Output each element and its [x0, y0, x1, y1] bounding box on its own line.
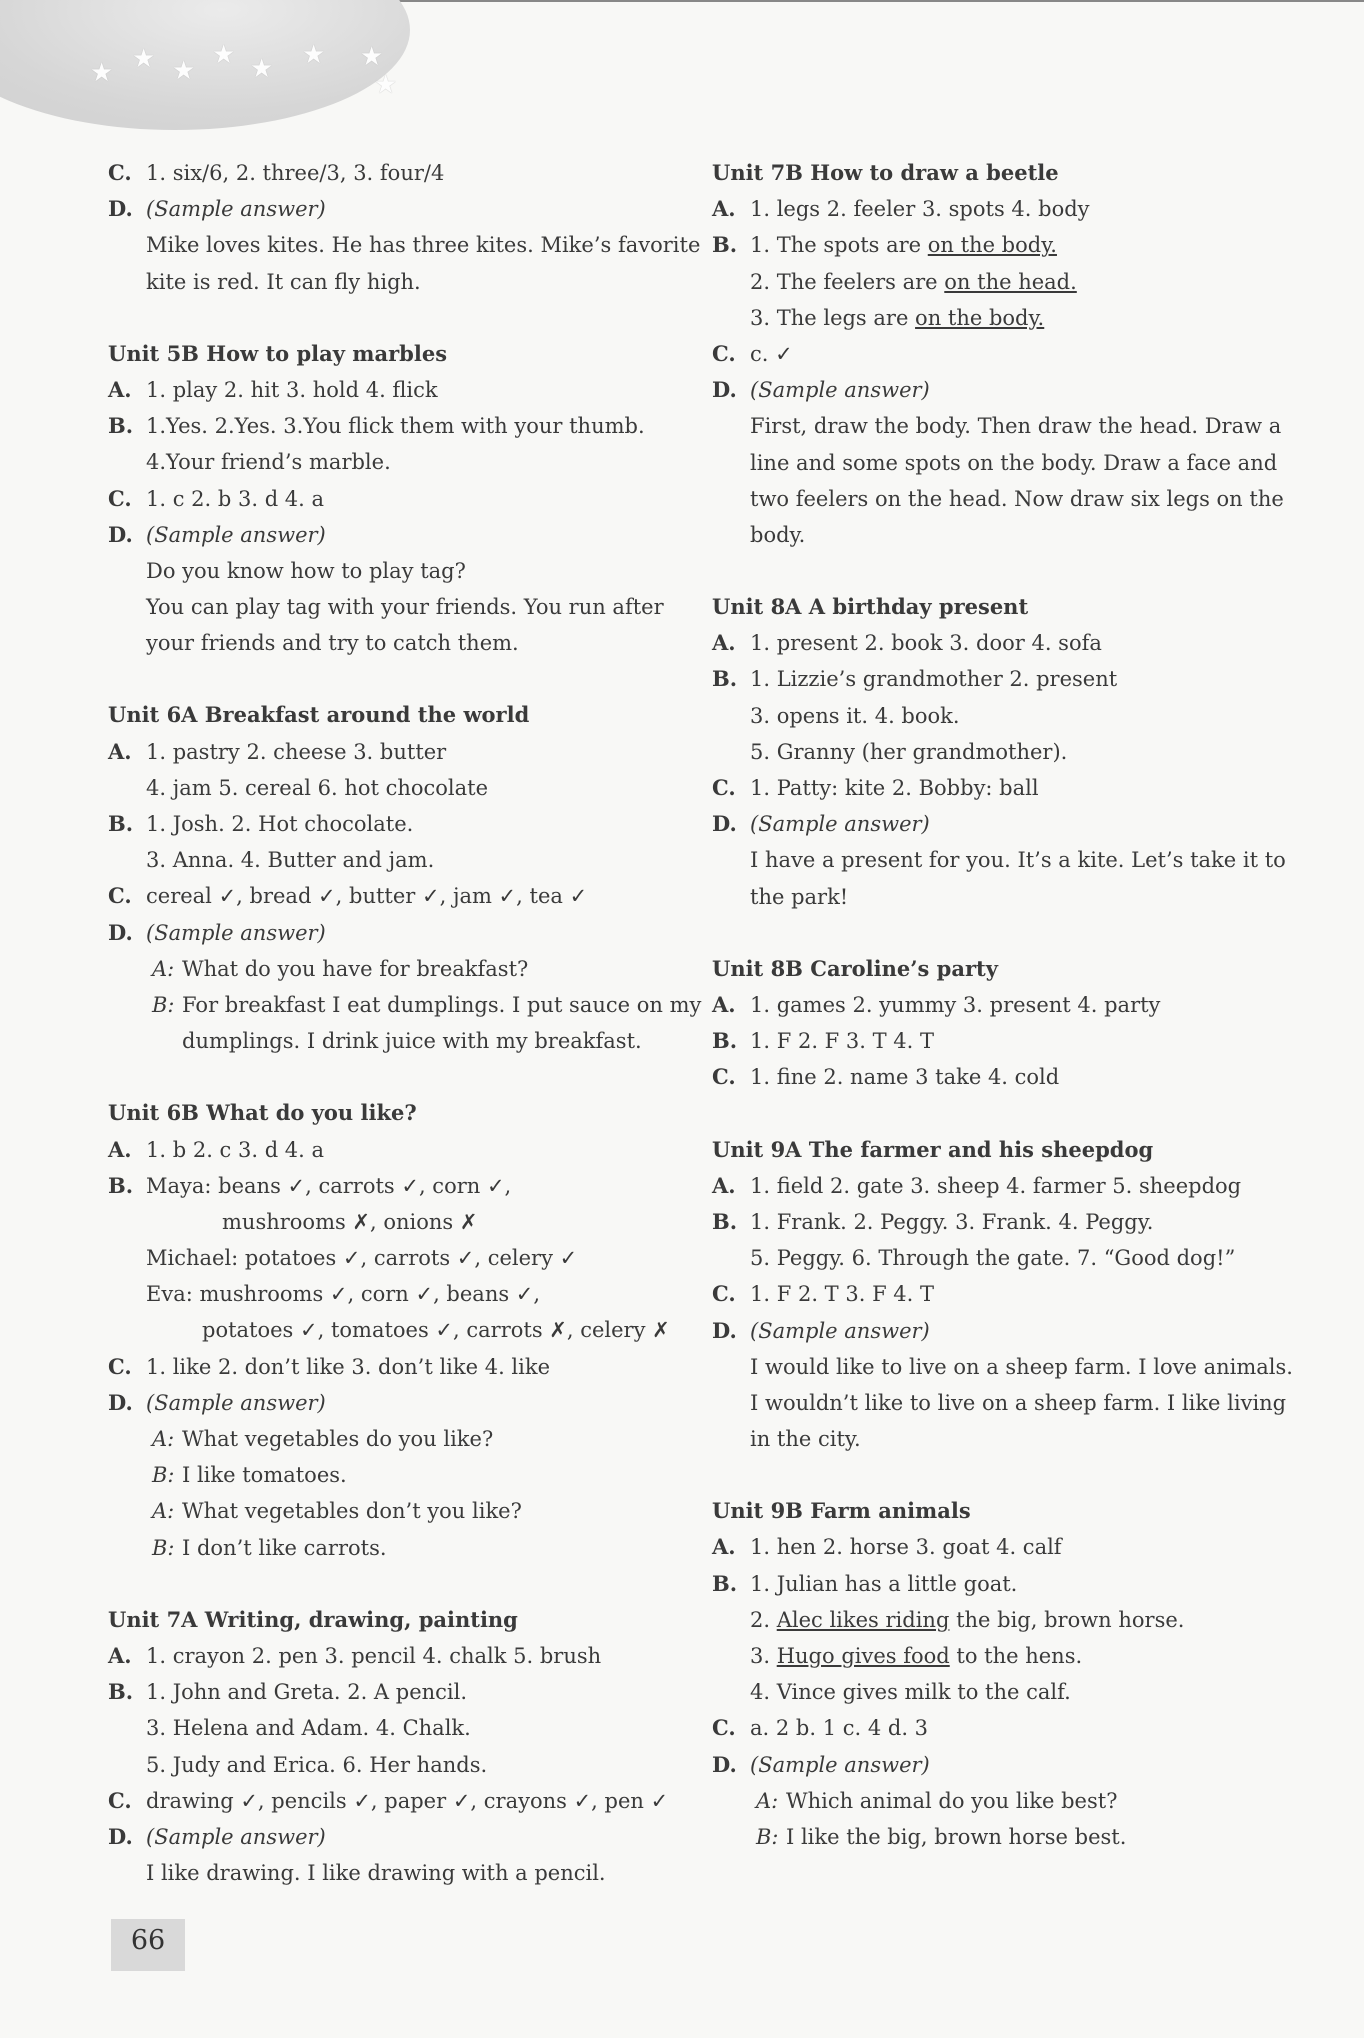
answer-row: D. (Sample answer)	[712, 1751, 930, 1777]
answer-line: your friends and try to catch them.	[146, 631, 519, 656]
dialog-line: A: Which animal do you like best?	[756, 1788, 1118, 1813]
unit-title: Unit 6B What do you like?	[108, 1100, 417, 1126]
answer-row: B. 1. Julian has a little goat.	[712, 1570, 1018, 1596]
answer-row: C. 1. like 2. don’t like 3. don’t like 4. like	[108, 1353, 551, 1379]
star-icon: ★	[360, 42, 384, 72]
answer-row: B. 1. Lizzie’s grandmother 2. present	[712, 666, 1118, 692]
answer-line: I like drawing. I like drawing with a pencil.	[146, 1861, 606, 1886]
answer-row: D. (Sample answer)	[712, 377, 930, 403]
answer-row: C. 1. Patty: kite 2. Bobby: ball	[712, 775, 1039, 801]
answer-row: D. (Sample answer)	[108, 1823, 326, 1849]
answer-line: two feelers on the head. Now draw six legs on the	[750, 486, 1284, 511]
star-icon: ★	[172, 56, 196, 86]
answer-row: B. 1. The spots are on the body.	[712, 232, 1057, 258]
answer-row: B. Maya: beans ✓, carrots ✓, corn ✓,	[108, 1172, 512, 1198]
answer-line: 5. Granny (her grandmother).	[750, 739, 1068, 764]
answer-line: 3. Hugo gives food to the hens.	[750, 1644, 1083, 1669]
answer-row: C. 1. fine 2. name 3 take 4. cold	[712, 1064, 1060, 1090]
answer-line: line and some spots on the body. Draw a face and	[750, 450, 1278, 475]
answer-line: 2. The feelers are on the head.	[750, 269, 1077, 294]
answer-line: Do you know how to play tag?	[146, 558, 466, 583]
star-icon: ★	[132, 44, 156, 74]
unit-title: Unit 9A The farmer and his sheepdog	[712, 1136, 1154, 1162]
star-icon: ★	[90, 58, 114, 88]
dialog-line: A: What vegetables don’t you like?	[152, 1499, 522, 1524]
answer-row: A. 1. hen 2. horse 3. goat 4. calf	[712, 1534, 1062, 1560]
answer-row: C. c. ✓	[712, 340, 793, 366]
answer-row: A. 1. field 2. gate 3. sheep 4. farmer 5. sheepdog	[712, 1172, 1242, 1198]
answer-line: Mike loves kites. He has three kites. Mike’s favorite	[146, 233, 701, 258]
answer-line: Michael: potatoes ✓, carrots ✓, celery ✓	[146, 1246, 578, 1271]
answer-line: potatoes ✓, tomatoes ✓, carrots ✗, celery ✗	[202, 1318, 670, 1343]
unit-title: Unit 7A Writing, drawing, painting	[108, 1606, 518, 1632]
answer-line: First, draw the body. Then draw the head. Draw a	[750, 414, 1282, 439]
answer-line: 2. Alec likes riding the big, brown horse.	[750, 1607, 1185, 1632]
right-column	[712, 155, 1292, 1855]
answer-row: D. (Sample answer)	[108, 521, 326, 547]
answer-row: D. (Sample answer)	[108, 919, 326, 945]
unit-title: Unit 9B Farm animals	[712, 1498, 971, 1524]
answer-line: mushrooms ✗, onions ✗	[222, 1209, 478, 1234]
answer-row: D. (Sample answer)	[108, 196, 326, 222]
answer-line: 3. opens it. 4. book.	[750, 703, 960, 728]
answer-row: A. 1. play 2. hit 3. hold 4. flick	[108, 376, 438, 402]
answer-line: 4. Vince gives milk to the calf.	[750, 1680, 1071, 1705]
answer-row: A. 1. legs 2. feeler 3. spots 4. body	[712, 196, 1090, 222]
answer-row: C. a. 2 b. 1 c. 4 d. 3	[712, 1715, 929, 1741]
answer-line: the park!	[750, 884, 849, 909]
answer-row: A. 1. pastry 2. cheese 3. butter	[108, 738, 447, 764]
answer-row: C. drawing ✓, pencils ✓, paper ✓, crayons ✓, pen ✓	[108, 1787, 669, 1813]
dialog-line: B: I like tomatoes.	[152, 1463, 347, 1488]
answer-row: C. 1. six/6, 2. three/3, 3. four/4	[108, 160, 445, 185]
answer-row: D. (Sample answer)	[712, 811, 930, 837]
answer-line: Eva: mushrooms ✓, corn ✓, beans ✓,	[146, 1282, 541, 1307]
dialog-line: A: What vegetables do you like?	[152, 1427, 494, 1452]
answer-line: I have a present for you. It’s a kite. Let’s take it to	[750, 848, 1286, 873]
answer-row: D. (Sample answer)	[712, 1317, 930, 1343]
answer-row: B. 1. Frank. 2. Peggy. 3. Frank. 4. Peggy.	[712, 1208, 1154, 1234]
unit-title: Unit 5B How to play marbles	[108, 340, 448, 366]
page-number: 66	[130, 1925, 166, 1956]
answer-line: 5. Judy and Erica. 6. Her hands.	[146, 1752, 488, 1777]
header-decoration	[0, 0, 410, 130]
answer-row: B. 1. Josh. 2. Hot chocolate.	[108, 811, 414, 837]
answer-line: You can play tag with your friends. You run after	[146, 595, 664, 620]
dialog-line: B: I don’t like carrots.	[152, 1535, 387, 1560]
dialog-line: A: What do you have for breakfast?	[152, 956, 529, 981]
unit-title: Unit 8A A birthday present	[712, 594, 1029, 620]
answer-line: I would like to live on a sheep farm. I love animals.	[750, 1354, 1293, 1379]
star-icon: ★	[302, 40, 326, 70]
left-column	[108, 155, 702, 1891]
answer-row: A. 1. crayon 2. pen 3. pencil 4. chalk 5. brush	[108, 1643, 602, 1668]
star-icon: ★	[374, 70, 398, 100]
star-icon: ★	[212, 40, 236, 70]
star-icon: ★	[250, 54, 274, 84]
answer-line: 5. Peggy. 6. Through the gate. 7. “Good dog!”	[750, 1246, 1236, 1271]
answer-line: in the city.	[750, 1427, 861, 1452]
answer-row: A. 1. b 2. c 3. d 4. a	[108, 1136, 325, 1162]
answer-line: kite is red. It can fly high.	[146, 269, 421, 294]
answer-row: B. 1. John and Greta. 2. A pencil.	[108, 1679, 468, 1705]
answer-row: A. 1. present 2. book 3. door 4. sofa	[712, 630, 1102, 656]
answer-line: 3. The legs are on the body.	[750, 305, 1045, 330]
answer-row: C. cereal ✓, bread ✓, butter ✓, jam ✓, tea ✓	[108, 883, 588, 909]
answer-row: C. 1. c 2. b 3. d 4. a	[108, 485, 325, 511]
answer-row: B. 1. F 2. F 3. T 4. T	[712, 1028, 935, 1054]
answer-row: C. 1. F 2. T 3. F 4. T	[712, 1281, 935, 1307]
unit-title: Unit 8B Caroline’s party	[712, 955, 998, 981]
dialog-line: B: I like the big, brown horse best.	[756, 1824, 1127, 1849]
answer-line: 4.Your friend’s marble.	[146, 450, 391, 475]
unit-title: Unit 7B How to draw a beetle	[712, 160, 1059, 185]
answer-line: 3. Helena and Adam. 4. Chalk.	[146, 1716, 471, 1741]
dialog-line: B: For breakfast I eat dumplings. I put sauce on my	[152, 992, 702, 1017]
answer-row: B. 1.Yes. 2.Yes. 3.You flick them with your thumb.	[108, 413, 645, 439]
answer-row: A. 1. games 2. yummy 3. present 4. party	[712, 991, 1161, 1017]
dialog-line: dumplings. I drink juice with my breakfast.	[182, 1029, 642, 1054]
unit-title: Unit 6A Breakfast around the world	[108, 702, 530, 728]
answer-line: 3. Anna. 4. Butter and jam.	[146, 848, 435, 873]
answer-row: D. (Sample answer)	[108, 1389, 326, 1415]
answer-line: 4. jam 5. cereal 6. hot chocolate	[146, 775, 489, 800]
answer-line: body.	[750, 522, 806, 547]
answer-line: I wouldn’t like to live on a sheep farm. I like living	[750, 1390, 1287, 1415]
